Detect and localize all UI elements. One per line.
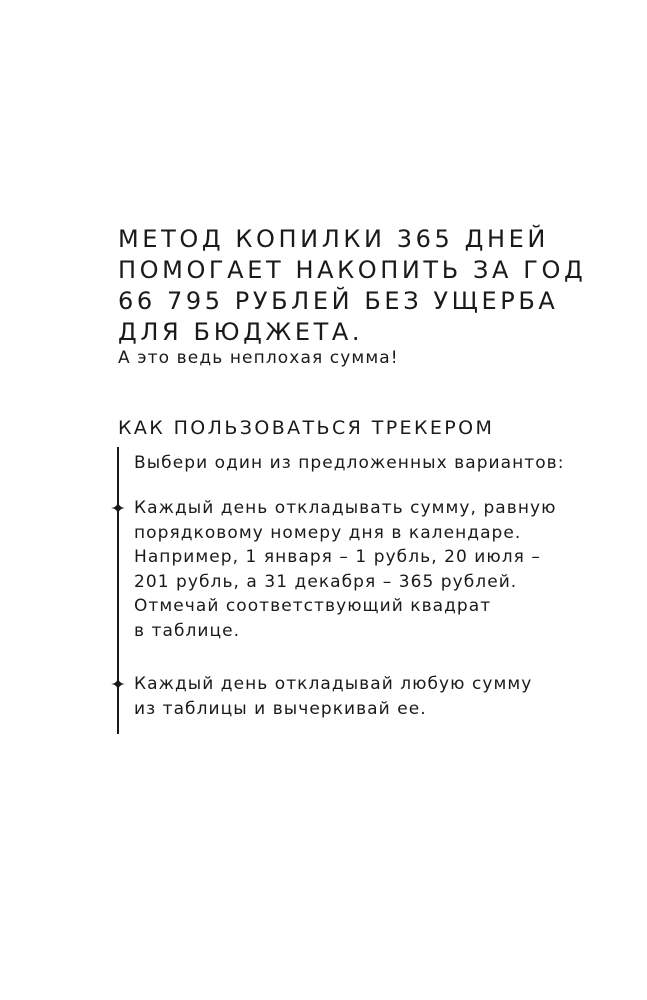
option-1-line: Отмечай соответствующий квадрат bbox=[134, 596, 492, 616]
option-2-line: Каждый день откладывай любую сумму bbox=[134, 674, 533, 694]
option-1-line: порядковому номеру дня в календаре. bbox=[134, 522, 522, 543]
headline-line: 66 795 РУБЛЕЙ БЕЗ УЩЕРБА bbox=[118, 287, 559, 315]
headline-subline: А это ведь неплохая сумма! bbox=[118, 348, 399, 368]
headline-line: ДЛЯ БЮДЖЕТА. bbox=[118, 318, 364, 346]
option-1-line: 201 рубль, а 31 декабря – 365 рублей. bbox=[134, 571, 518, 592]
option-1-line: Каждый день откладывать сумму, равную bbox=[134, 498, 557, 518]
option-2-line: из таблицы и вычеркивай ее. bbox=[134, 698, 427, 719]
four-point-star-icon bbox=[111, 677, 125, 691]
intro-text bbox=[134, 451, 565, 476]
four-point-star-icon bbox=[111, 501, 125, 515]
headline-line: МЕТОД КОПИЛКИ 365 ДНЕЙ bbox=[118, 225, 549, 253]
intro-line: Выбери один из предложенных вариантов: bbox=[134, 453, 565, 473]
headline bbox=[118, 224, 587, 348]
option-1-line: в таблице. bbox=[134, 620, 241, 641]
option-2 bbox=[134, 672, 532, 721]
option-1-line: Например, 1 января – 1 рубль, 20 июля – bbox=[134, 547, 541, 567]
headline-line: ПОМОГАЕТ НАКОПИТЬ ЗА ГОД bbox=[118, 256, 587, 284]
section-title: КАК ПОЛЬЗОВАТЬСЯ ТРЕКЕРОМ bbox=[118, 417, 495, 439]
option-1 bbox=[134, 496, 556, 643]
